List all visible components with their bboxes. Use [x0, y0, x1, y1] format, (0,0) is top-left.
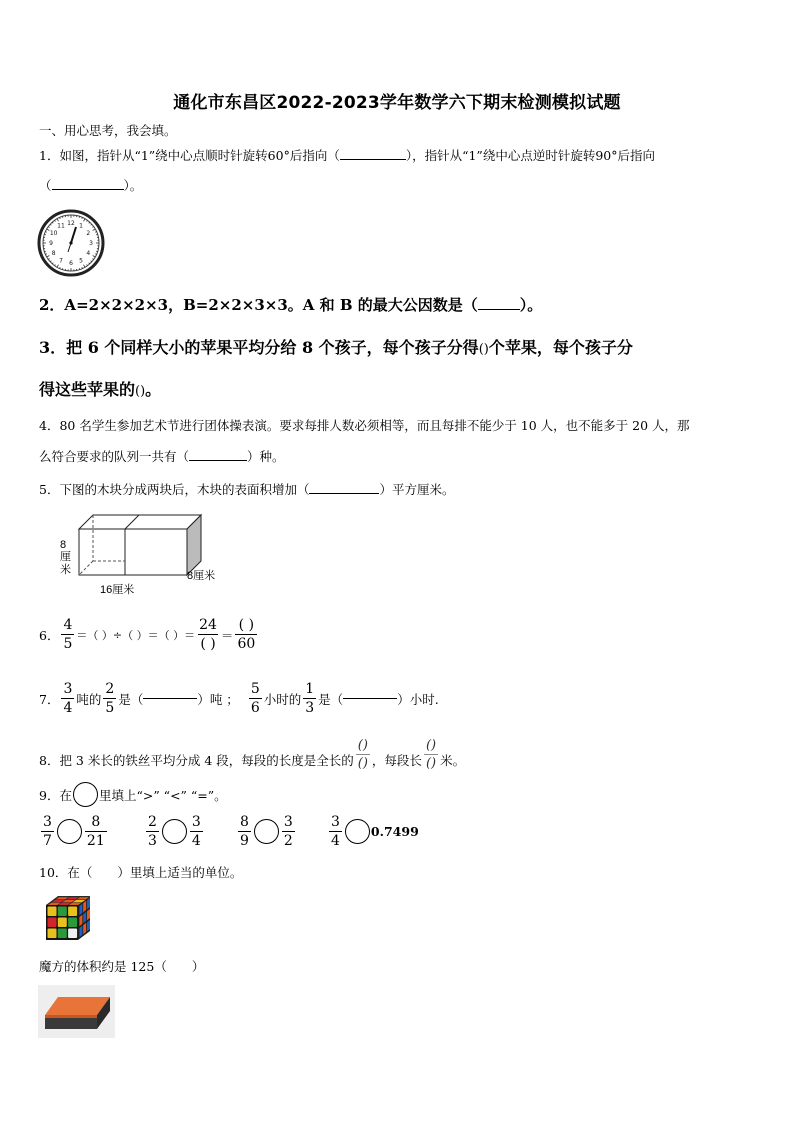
q2-text-a: 2．A=2×2×2×3，B=2×2×3×3。A 和 B 的最大公因数是（	[39, 296, 478, 314]
question-3-line-1	[39, 335, 633, 358]
label-width: 16厘米	[100, 584, 135, 596]
rubiks-cube-icon	[42, 893, 94, 943]
cube-sticker	[58, 929, 67, 939]
clock-number: 1	[79, 222, 83, 230]
question-2	[39, 294, 542, 315]
question-4-line-2	[39, 447, 285, 465]
q6-number: 6．	[39, 627, 60, 643]
q7-fraction-3	[249, 682, 262, 715]
page-title: 通化市东昌区2022-2023学年数学六下期末检测模拟试题	[173, 93, 621, 113]
clock-tick	[45, 254, 46, 255]
compare-circle[interactable]	[162, 819, 187, 844]
q6-fraction-3	[235, 618, 257, 651]
clock-number: 8	[51, 250, 56, 257]
q7-text-4: 小时的	[263, 691, 302, 707]
frac-den: 60	[237, 636, 256, 652]
question-6	[39, 618, 259, 651]
label-height-3: 米	[60, 564, 71, 576]
q7-text-1: 吨的	[76, 691, 102, 707]
q9-text-b: 里填上“>” “<” “=”。	[98, 787, 227, 803]
question-4-line-1: 4．80 名学生参加艺术节进行团体操表演。要求每排人数必须相等，而且每排不能少于 10 人，也不能多于 20 人，那	[39, 418, 690, 433]
q6-fraction-1	[61, 618, 74, 651]
q5-blank	[309, 493, 379, 494]
q1-blank-1	[340, 159, 406, 160]
frac-den: 2	[283, 833, 293, 849]
clock-number: 6	[69, 260, 73, 267]
question-7	[39, 682, 439, 715]
question-9	[39, 782, 227, 807]
q8-text-c: 米。	[440, 753, 466, 768]
q8-text-b: ，每段长	[371, 753, 422, 768]
q9-item-2	[144, 815, 205, 848]
frac-left	[329, 815, 342, 848]
q6-equals: ＝	[220, 627, 234, 643]
q5-text-b: ）平方厘米。	[379, 482, 455, 497]
cube-sticker	[58, 907, 67, 917]
frac-num: ( )	[238, 617, 255, 633]
q1-blank-2	[52, 189, 124, 190]
frac-den: 5	[63, 636, 73, 652]
q2-text-b: ）。	[519, 296, 543, 314]
question-5	[39, 480, 454, 498]
q4-blank	[189, 460, 247, 461]
q9-item-4	[327, 815, 419, 848]
question-1-line-2	[39, 176, 142, 194]
q4-text-a: 么符合要求的队列一共有（	[39, 449, 190, 464]
clock-tick	[95, 232, 96, 233]
frac-den: ()	[425, 756, 437, 771]
frac-num: 3	[63, 681, 73, 697]
section-heading: 一、用心思考，我会填。	[39, 123, 177, 138]
frac-num: 3	[283, 814, 293, 830]
frac-num: ()	[357, 738, 368, 753]
q9-item-1	[39, 815, 109, 848]
q3-text-b: 个苹果，每个孩子分	[488, 338, 633, 357]
frac-den: ()	[357, 756, 368, 771]
frac-den: 7	[43, 833, 52, 849]
frac-left	[41, 815, 54, 848]
frac-den: 5	[105, 700, 115, 716]
clock-tick	[82, 267, 83, 268]
frac-den: 4	[191, 833, 201, 849]
clock-number: 7	[59, 257, 63, 265]
q8-fraction-1	[356, 739, 370, 770]
compare-circle[interactable]	[254, 819, 279, 844]
q7-text-2: 是（	[118, 691, 144, 707]
frac-num: 3	[191, 814, 201, 830]
q9-text-a: 9．在	[39, 787, 72, 803]
q7-text-6: ）小时.	[397, 691, 439, 707]
clock-tick	[45, 232, 46, 233]
frac-right	[190, 815, 203, 848]
label-depth: 8厘米	[187, 570, 216, 582]
q7-fraction-4	[303, 682, 316, 715]
frac-num: 5	[250, 681, 260, 697]
frac-right	[282, 815, 295, 848]
q8-fraction-2	[424, 739, 438, 770]
q10-sub-question: 魔方的体积约是 125（ ）	[39, 959, 205, 974]
clock-number: 4	[86, 250, 91, 257]
q7-fraction-2	[103, 682, 116, 715]
question-8	[39, 734, 465, 772]
cube-sticker	[68, 929, 77, 939]
compare-circle[interactable]	[73, 782, 98, 807]
clock-tick	[95, 254, 96, 255]
q6-middle: ＝（ ）÷（ ）＝（ ）＝	[76, 628, 196, 642]
cube-sticker	[68, 918, 77, 928]
q6-fraction-2	[197, 618, 219, 651]
frac-den: 4	[331, 833, 340, 849]
question-1-line-1	[39, 146, 655, 164]
frac-num: 8	[91, 814, 101, 830]
clock-tick	[60, 267, 61, 268]
frac-left	[146, 815, 159, 848]
decimal-value: 0.7499	[370, 824, 419, 839]
question-3-line-2	[39, 377, 161, 400]
wood-block-diagram	[55, 505, 235, 600]
q3-text-a: 3．把 6 个同样大小的苹果平均分给 8 个孩子，每个孩子分得	[39, 338, 479, 357]
frac-den: 9	[240, 833, 249, 849]
question-10: 10．在（ ）里填上适当的单位。	[39, 865, 243, 880]
q3-text-c: 得这些苹果的	[39, 380, 136, 399]
q7-blank-2	[343, 698, 397, 699]
cube-sticker	[58, 918, 67, 928]
q2-blank	[478, 309, 520, 310]
q3-blank-2: ()	[135, 384, 146, 399]
q7-text-5: 是（	[318, 691, 344, 707]
q1-text-a: 1．如图，指针从“1”绕中心点顺时针旋转60°后指向（	[39, 148, 340, 163]
frac-den: 6	[250, 700, 260, 716]
frac-num: 1	[305, 681, 315, 697]
frac-den: ( )	[200, 636, 216, 652]
cube-sticker	[48, 907, 57, 917]
cube-sticker	[48, 929, 57, 939]
cube-sticker	[68, 907, 77, 917]
q5-text-a: 5．下图的木块分成两块后，木块的表面积增加（	[39, 482, 310, 497]
clock-tick	[60, 217, 61, 218]
eraser-box-icon	[38, 985, 115, 1038]
frac-den: 21	[86, 833, 105, 849]
q1-text-b: ），指针从“1”绕中心点逆时针旋转90°后指向	[405, 148, 655, 163]
q8-text-a: 8．把 3 米长的铁丝平均分成 4 段，每段的长度是全长的	[39, 753, 354, 768]
frac-den: 4	[63, 700, 73, 716]
q4-text-b: ）种。	[247, 449, 285, 464]
q9-item-3	[236, 815, 297, 848]
clock-number: 3	[89, 240, 93, 247]
clock-number: 5	[79, 257, 83, 265]
frac-num: 4	[63, 617, 73, 633]
frac-right	[85, 815, 107, 848]
clock-number: 10	[49, 230, 58, 237]
label-height-1: 8	[60, 539, 67, 551]
compare-circle[interactable]	[345, 819, 370, 844]
frac-den: 3	[305, 700, 315, 716]
q7-fraction-1	[61, 682, 74, 715]
frac-num: 2	[105, 681, 115, 697]
frac-num: 3	[43, 814, 52, 830]
q3-blank-1: ()	[478, 342, 489, 357]
q7-blank-1	[143, 698, 197, 699]
frac-num: 8	[240, 814, 249, 830]
frac-left	[238, 815, 251, 848]
clock-number: 12	[67, 220, 75, 227]
q7-number: 7．	[39, 691, 60, 707]
clock-number: 9	[49, 240, 53, 247]
frac-num: 2	[148, 814, 157, 830]
q1-text-c: （	[39, 178, 52, 193]
clock-tick	[82, 217, 83, 218]
clock-icon	[37, 207, 105, 279]
q1-text-d: ）。	[123, 178, 143, 193]
frac-num: ()	[425, 738, 437, 753]
compare-circle[interactable]	[57, 819, 82, 844]
cube-sticker	[48, 918, 57, 928]
q3-text-d: 。	[145, 380, 162, 399]
frac-num: 3	[331, 814, 340, 830]
clock-number: 11	[57, 222, 65, 230]
clock-number: 2	[86, 230, 91, 237]
q7-text-3: ）吨 ；	[197, 691, 239, 707]
frac-den: 3	[148, 833, 157, 849]
frac-num: 24	[199, 617, 217, 633]
label-height-2: 厘	[60, 551, 71, 563]
